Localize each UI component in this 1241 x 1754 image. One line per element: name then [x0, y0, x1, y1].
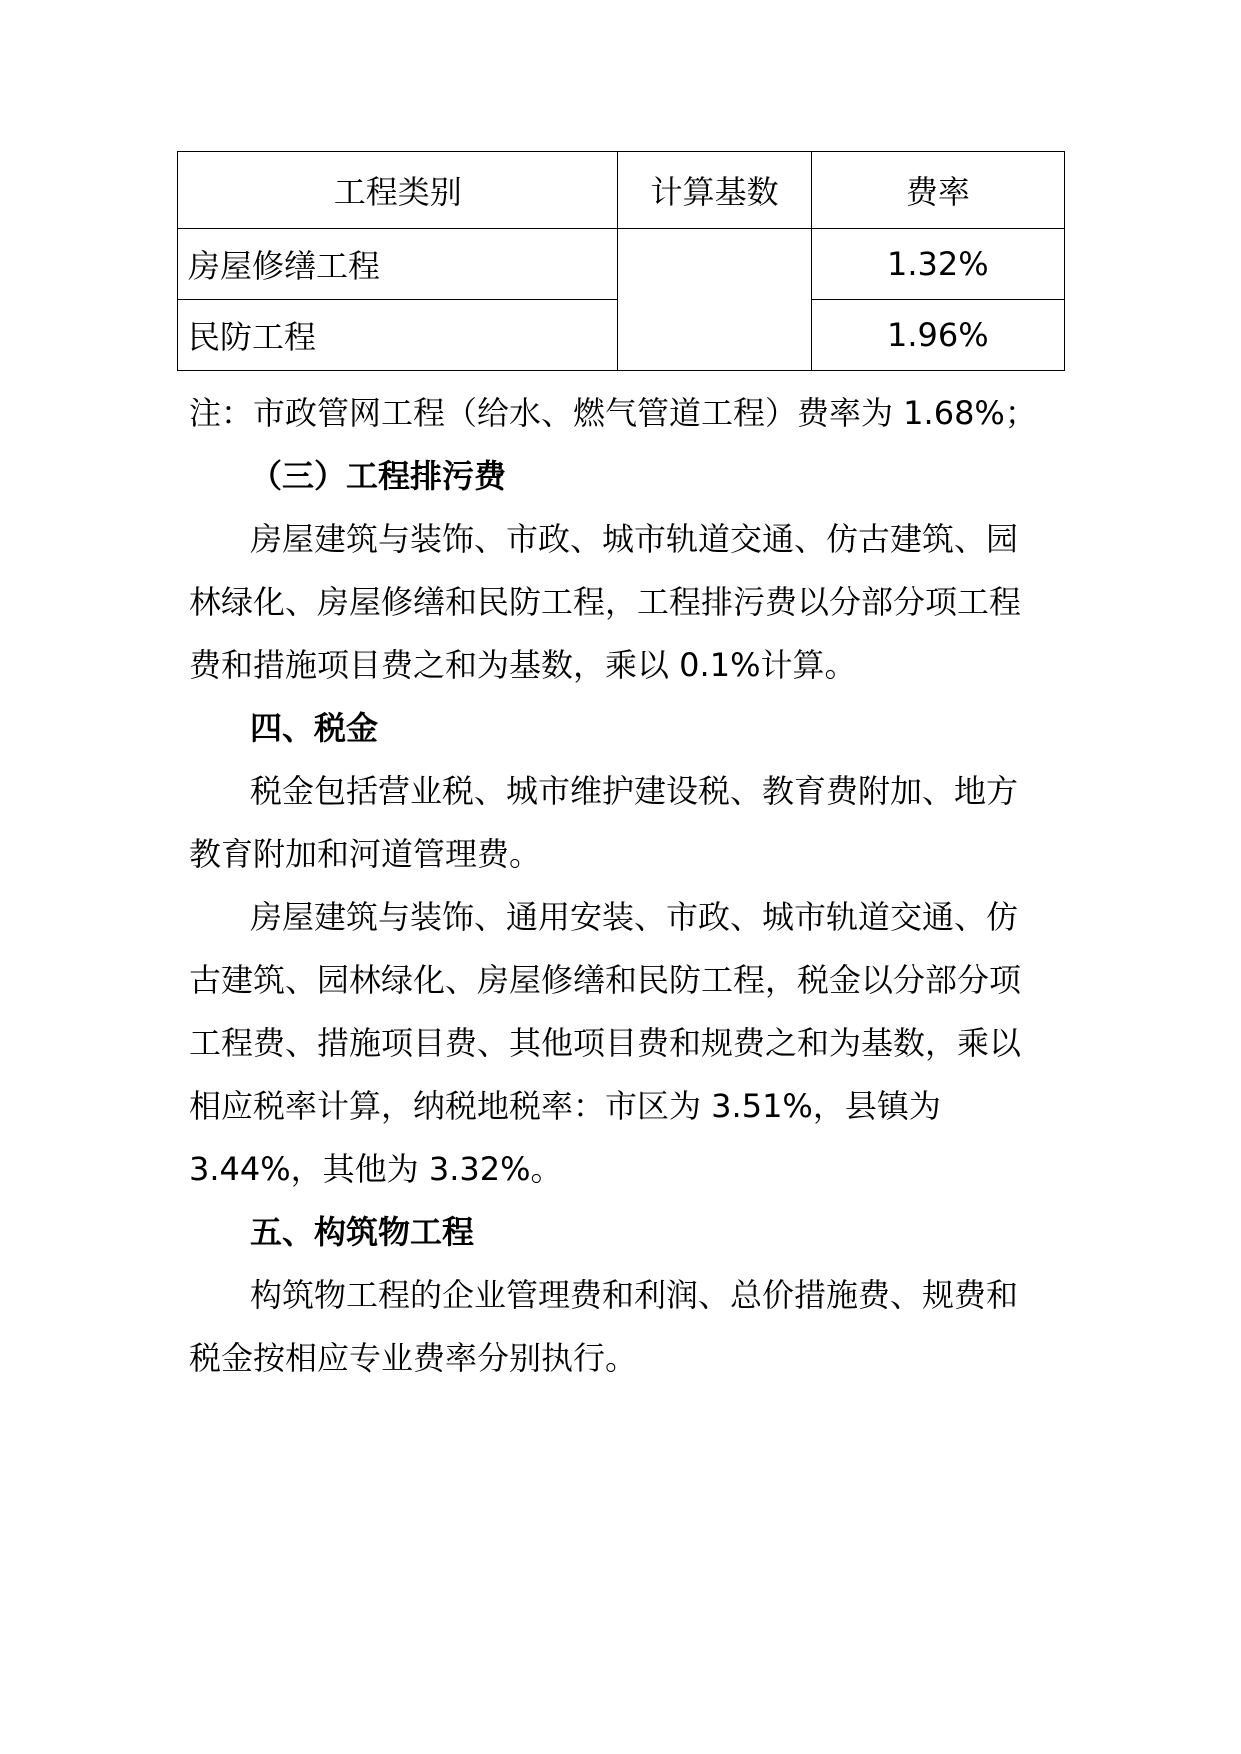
table-row	[178, 229, 1065, 300]
table-note: 注：市政管网工程（给水、燃气管道工程）费率为 1.68%；	[189, 394, 1037, 432]
row-category: 房屋修缮工程	[178, 229, 618, 300]
paragraph-line: 教育附加和河道管理费。	[189, 835, 542, 873]
row-base	[618, 229, 811, 371]
header-base: 计算基数	[618, 152, 811, 229]
row-rate: 1.96%	[811, 300, 1064, 371]
paragraph-line: 构筑物工程的企业管理费和利润、总价措施费、规费和	[250, 1276, 1019, 1314]
header-rate: 费率	[811, 152, 1064, 229]
paragraph-line: 税金按相应专业费率分别执行。	[189, 1339, 638, 1377]
rate-table	[177, 151, 1065, 371]
paragraph-line: 房屋建筑与装饰、通用安装、市政、城市轨道交通、仿	[250, 898, 1019, 936]
header-category: 工程类别	[178, 152, 618, 229]
section-heading: 四、税金	[250, 709, 379, 747]
paragraph-line: 3.44%，其他为 3.32%。	[189, 1150, 563, 1188]
row-category: 民防工程	[178, 300, 618, 371]
paragraph-line: 费和措施项目费之和为基数，乘以 0.1%计算。	[189, 646, 857, 684]
table-header-row	[178, 152, 1065, 229]
section-heading: （三）工程排污费	[250, 457, 507, 495]
paragraph-line: 房屋建筑与装饰、市政、城市轨道交通、仿古建筑、园	[250, 520, 1019, 558]
paragraph-line: 古建筑、园林绿化、房屋修缮和民防工程，税金以分部分项	[189, 961, 1022, 999]
paragraph-line: 林绿化、房屋修缮和民防工程，工程排污费以分部分项工程	[189, 583, 1022, 621]
paragraph-line: 相应税率计算，纳税地税率：市区为 3.51%，县镇为	[189, 1087, 941, 1125]
paragraph-line: 工程费、措施项目费、其他项目费和规费之和为基数，乘以	[189, 1024, 1022, 1062]
section-heading: 五、构筑物工程	[250, 1213, 475, 1251]
row-rate: 1.32%	[811, 229, 1064, 300]
paragraph-line: 税金包括营业税、城市维护建设税、教育费附加、地方	[250, 772, 1019, 810]
